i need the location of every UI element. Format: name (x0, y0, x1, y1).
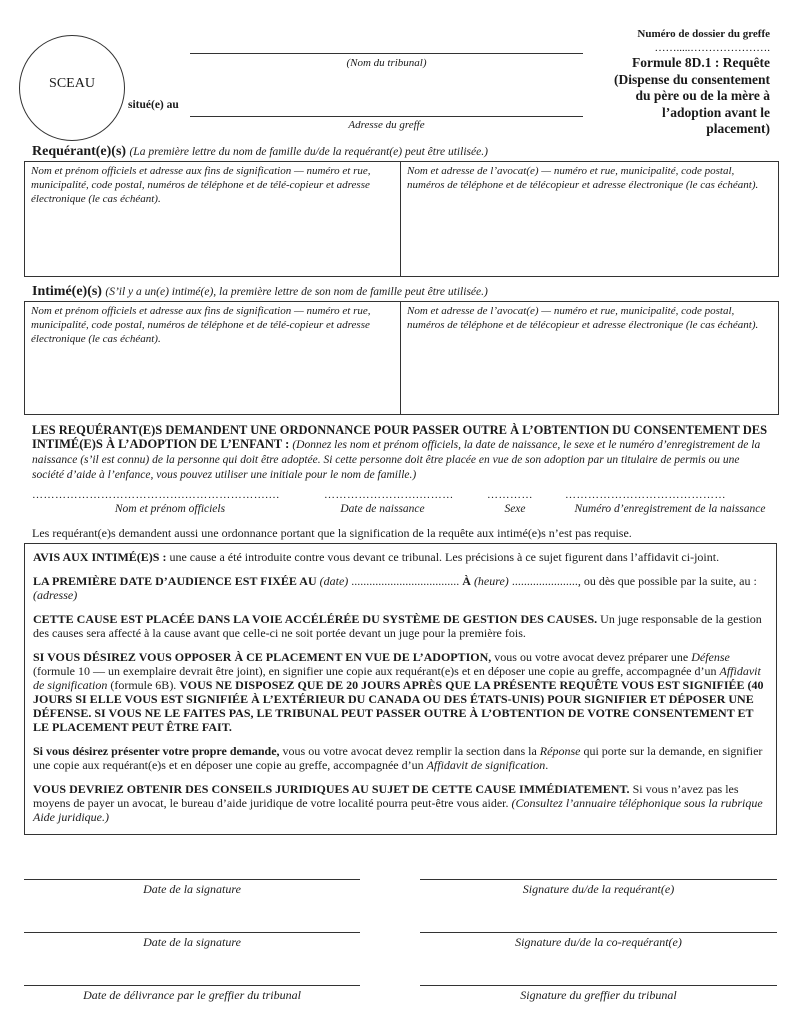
respondents-heading-text: Intimé(e)(s) (32, 284, 102, 299)
form-title-line: l’adoption avant le (661, 104, 770, 120)
child-registration-field[interactable]: …………………………………… (565, 489, 726, 501)
hearing-date-hint: (date) (316, 574, 352, 588)
notice-p4-text: (formule 6B). (107, 678, 180, 692)
applicant-signature-caption: Signature du/de la requérant(e) (522, 882, 675, 896)
signature-date-line-1[interactable] (24, 879, 360, 880)
applicants-note: (La première lettre du nom de famille du/de la requérant(e) peut être utilisée.) (129, 146, 488, 158)
issue-date-line[interactable] (24, 985, 360, 986)
notice-p5-text: vous ou votre avocat devez remplir la section dans la (279, 744, 540, 758)
notice-p5-italic: Affidavit de signification (426, 758, 546, 772)
hearing-time-hint: (heure) (473, 574, 512, 588)
co-applicant-signature-caption: Signature du/de la co-requérant(e) (515, 935, 682, 949)
order-request-bold: LES REQUÉRANT(E)S DEMANDENT UNE ORDONNANCE POUR PASSER OUTRE À L’OBTENTION DU CONSENTEMENT DES INTIMÉ(E)S À L’ADOPTION DE L’ENFANT : (32, 423, 768, 451)
service-dispense: Les requérant(e)s demandent aussi une ordonnance portant que la signification de la requête aux intimé(e)s n’est pas requise. (32, 526, 632, 540)
court-name-caption: (Nom du tribunal) (346, 57, 427, 69)
notice-p2 (33, 574, 768, 602)
notice-box (24, 543, 777, 835)
file-number-label: Numéro de dossier du greffe (637, 28, 770, 40)
notice-p5-text: qui porte sur la demande, en signifier une copie aux requérant(e)s et en déposer une copie au greffe, accompagnée d’un (33, 744, 763, 772)
form-title (614, 55, 770, 138)
notice-p6-bold: VOUS DEVRIEZ OBTENIR DES CONSEILS JURIDIQUES AU SUJET DE CETTE CAUSE IMMÉDIATEMENT. (33, 782, 630, 796)
child-sex-field[interactable]: ………… (487, 489, 533, 501)
applicant-lawyer-field[interactable]: Nom et adresse de l’avocat(e) — numéro et rue, municipalité, code postal, numéros de téléphone et de télécopieur et adresse électronique (le cas échéant). (407, 165, 759, 191)
notice-p6-text: Si vous n’avez pas les moyens de payer un avocat, le bureau d’aide juridique de votre localité pourra peut-être vous aider. (33, 782, 739, 810)
notice-p3-text: Un juge responsable de la gestion des causes sera affecté à la cause avant que celle-ci ne soit portée devant un juge pour la première fois. (33, 612, 762, 640)
applicant-signature-line[interactable] (420, 879, 777, 880)
located-at-label: situé(e) au (128, 99, 179, 111)
notice-p3-bold: CETTE CAUSE EST PLACÉE DANS LA VOIE ACCÉLÉRÉE DU SYSTÈME DE GESTION DES CAUSES. (33, 612, 598, 626)
hearing-address-hint[interactable]: (adresse) (33, 588, 78, 602)
child-dob-field[interactable]: …………………….……… (324, 489, 454, 501)
notice-p4-warning: VOUS NE DISPOSEZ QUE DE 20 JOURS APRÈS QUE LA PRÉSENTE REQUÊTE VOUS EST SIGNIFIÉE (40 JOURS SI ELLE VOUS EST SIGNIFIÉE À L’EXTÉRIEUR DU CANADA OU DES ÉTATS-UNIS) POUR SIGNIFIER ET DÉPOSER UNE DÉFENSE. SI VOUS NE LE FAITES PAS, LE TRIBUNAL PEUT PASSER OUTRE À L’OBTENTION DE VOTRE CONSENTEMENT ET LE PLACEMENT PEUT ÊTRE FAIT. (33, 678, 764, 734)
child-name-caption: Nom et prénom officiels (114, 503, 226, 515)
clerk-signature-caption: Signature du greffier du tribunal (520, 988, 677, 1002)
notice-p1-bold: AVIS AUX INTIMÉ(E)S : (33, 550, 167, 564)
applicant-info-field[interactable]: Nom et prénom officiels et adresse aux fins de signification — numéro et rue, municipalité, code postal, numéros de téléphone et de télé-copieur et adresse électronique (le cas échéant). (25, 162, 401, 276)
form-title-line: Formule 8D.1 : Requête (632, 55, 770, 70)
applicants-heading-text: Requérant(e)(s) (32, 144, 127, 159)
notice-p4 (33, 650, 768, 734)
notice-p3 (33, 612, 768, 640)
signature-date-caption-2: Date de la signature (143, 935, 241, 949)
form-title-line: (Dispense du consentement (613, 71, 770, 87)
notice-p1-text: une cause a été introduite contre vous devant ce tribunal. Les précisions à ce sujet figurent dans l’affidavit ci-joint. (166, 550, 720, 564)
order-request (32, 423, 772, 482)
respondents-box (24, 301, 779, 415)
seal-circle (19, 35, 125, 141)
court-name-line[interactable] (190, 53, 583, 54)
form-title-line: du père ou de la mère à (635, 88, 770, 103)
applicants-box (24, 161, 779, 277)
respondents-note: (S’il y a un(e) intimé(e), la première lettre de son nom de famille peut être utilisée.) (105, 286, 488, 298)
notice-p1 (33, 550, 768, 564)
respondent-lawyer-field[interactable]: Nom et adresse de l’avocat(e) — numéro et rue, municipalité, code postal, numéros de téléphone et de télécopieur et adresse électronique (le cas échéant). (407, 305, 759, 331)
notice-p4-bold: SI VOUS DÉSIREZ VOUS OPPOSER À CE PLACEMENT EN VUE DE L’ADOPTION, (33, 650, 492, 664)
notice-p4-italic: Affidavit de signification (33, 664, 761, 692)
respondent-info-field[interactable]: Nom et prénom officiels et adresse aux fins de signification — numéro et rue, municipalité, code postal, numéros de téléphone et de télé-copieur et adresse électronique (le cas échéant). (25, 302, 401, 414)
notice-p5-bold: Si vous désirez présenter votre propre demande, (33, 744, 280, 758)
file-number-field[interactable]: …….....…………………. (654, 42, 770, 54)
child-sex-caption: Sexe (504, 503, 526, 515)
signature-date-caption-1: Date de la signature (143, 882, 241, 896)
co-applicant-signature-line[interactable] (420, 932, 777, 933)
notice-p6-italic: (Consultez l’annuaire téléphonique sous la rubrique Aide juridique.) (33, 796, 763, 824)
notice-p4-italic: Défense (691, 650, 730, 664)
court-address-caption: Adresse du greffe (348, 119, 425, 131)
signature-date-line-2[interactable] (24, 932, 360, 933)
hearing-date-field[interactable]: .................................... (351, 574, 460, 588)
issue-date-caption: Date de délivrance par le greffier du tribunal (83, 988, 301, 1002)
notice-p4-text: vous ou votre avocat devez préparer une (491, 650, 692, 664)
child-name-field[interactable]: ………………………………….………………….… (32, 489, 280, 501)
form-title-line: placement) (706, 121, 770, 136)
child-dob-caption: Date de naissance (340, 503, 425, 515)
hearing-time-field[interactable]: ...................... (511, 574, 578, 588)
seal-label: SCEAU (49, 76, 95, 91)
respondents-heading (32, 283, 488, 300)
court-address-line[interactable] (190, 116, 583, 117)
hearing-date-label: LA PREMIÈRE DATE D’AUDIENCE EST FIXÉE AU (33, 574, 317, 588)
notice-p2-text: , ou dès que possible par la suite, au : (577, 574, 757, 588)
clerk-signature-line[interactable] (420, 985, 777, 986)
notice-p6 (33, 782, 768, 824)
applicants-heading (32, 143, 488, 160)
notice-p5-italic: Réponse (539, 744, 581, 758)
hearing-at-label: À (459, 574, 474, 588)
notice-p5-text: . (545, 758, 549, 772)
child-registration-caption: Numéro d’enregistrement de la naissance (574, 503, 766, 515)
order-request-instructions: (Donnez les nom et prénom officiels, la date de naissance, le sexe et le numéro d’enregistrement de la naissance (s’il est connu) de la personne qui doit être adoptée. Si cette personne doit être placée en vue de son adoption par un titulaire de permis ou une société d’aide à l’enfance, vous pouvez utiliser une initiale pour le nom de famille.) (32, 439, 761, 481)
notice-p5 (33, 744, 768, 772)
notice-p4-text: (formule 10 — un exemplaire devrait être joint), en signifier une copie aux requérant(e)s et en déposer une copie au greffe, accompagnée d’un (33, 664, 720, 678)
